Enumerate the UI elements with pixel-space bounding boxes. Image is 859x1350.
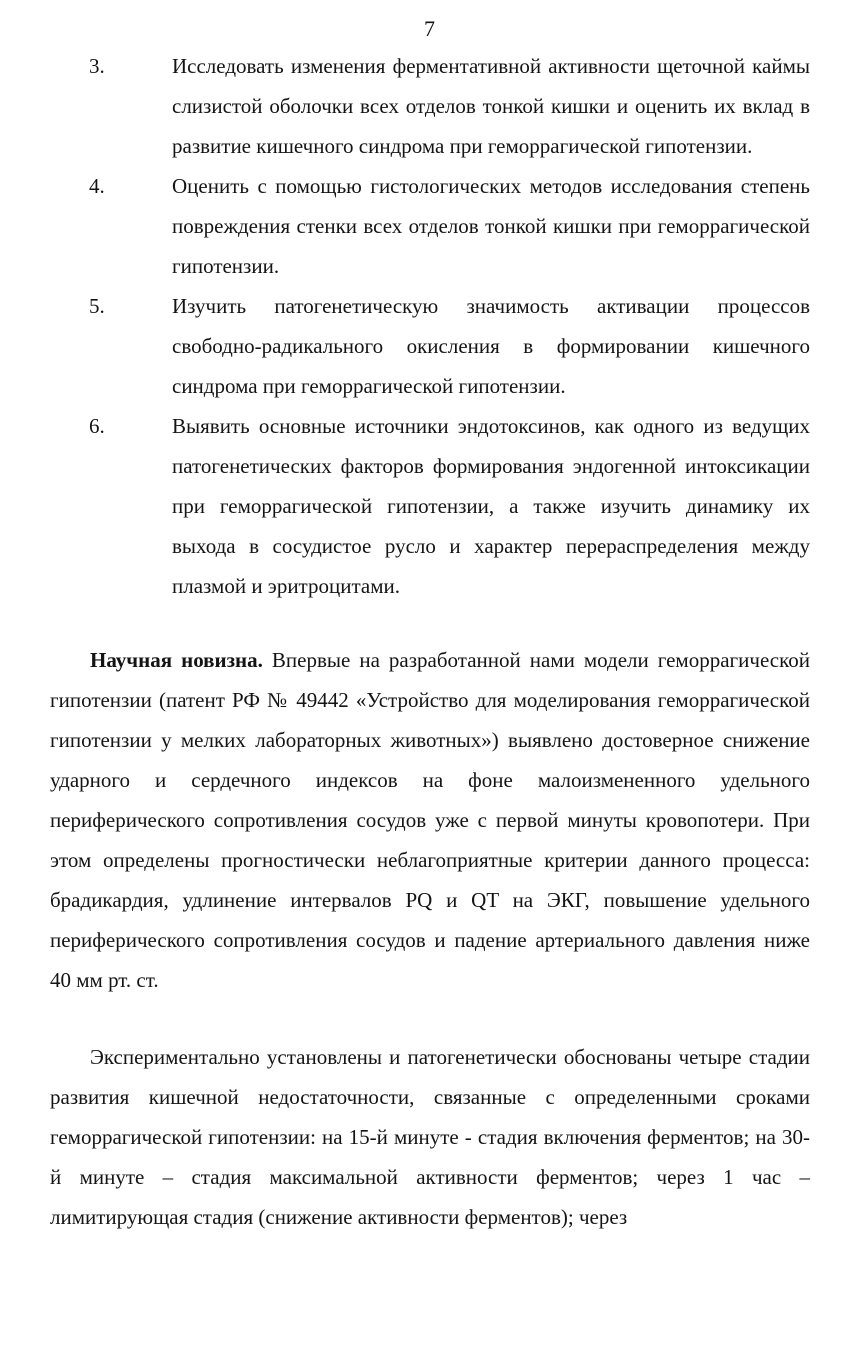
novelty-paragraph <box>50 640 810 1000</box>
list-item-text: Исследовать изменения ферментативной активности щеточной каймы слизистой оболочки всех отделов тонкой кишки и оценить их вклад в развитие кишечного синдрома при геморрагической гипотензии. <box>172 54 810 158</box>
list-item <box>0 286 859 406</box>
list-item-text: Изучить патогенетическую значимость активации процессов свободно-радикального окисления в формировании кишечного синдрома при геморрагической гипотензии. <box>172 294 810 398</box>
objectives-list <box>0 46 859 606</box>
list-item-text: Оценить с помощью гистологических методов исследования степень повреждения стенки всех отделов тонкой кишки при геморрагической гипотензии. <box>172 174 810 278</box>
list-item <box>0 46 859 166</box>
list-item <box>0 406 859 606</box>
list-item-number: 4. <box>89 174 105 198</box>
stages-paragraph: Экспериментально установлены и патогенетически обоснованы четыре стадии развития кишечной недостаточности, связанные с определенными сроками геморрагической гипотензии: на 15-й минуте - стадия включения ферментов; на 30-й минуте – стадия максимальной активности ферментов; через 1 час – лимитирующая стадия (снижение активности ферментов); через <box>50 1045 810 1229</box>
page-number: 7 <box>424 16 435 41</box>
list-item-text: Выявить основные источники эндотоксинов, как одного из ведущих патогенетических факторов формирования эндогенной интоксикации при геморрагической гипотензии, а также изучить динамику их выхода в сосудистое русло и характер перераспределения между плазмой и эритроцитами. <box>172 414 810 598</box>
list-item-number: 5. <box>89 294 105 318</box>
list-item <box>0 166 859 286</box>
novelty-heading: Научная новизна. <box>90 648 263 672</box>
list-item-number: 3. <box>89 54 105 78</box>
list-item-number: 6. <box>89 414 105 438</box>
novelty-text: Впервые на разработанной нами модели геморрагической гипотензии (патент РФ № 49442 «Устройство для моделирования геморрагической гипотензии у мелких лабораторных животных») выявлено достоверное снижение ударного и сердечного индексов на фоне малоизмененного удельного периферического сопротивления сосудов уже с первой минуты кровопотери. При этом определены прогностически неблагоприятные критерии данного процесса: брадикардия, удлинение интервалов PQ и QT на ЭКГ, повышение удельного периферического сопротивления сосудов и падение артериального давления ниже 40 мм рт. ст. <box>50 648 810 992</box>
